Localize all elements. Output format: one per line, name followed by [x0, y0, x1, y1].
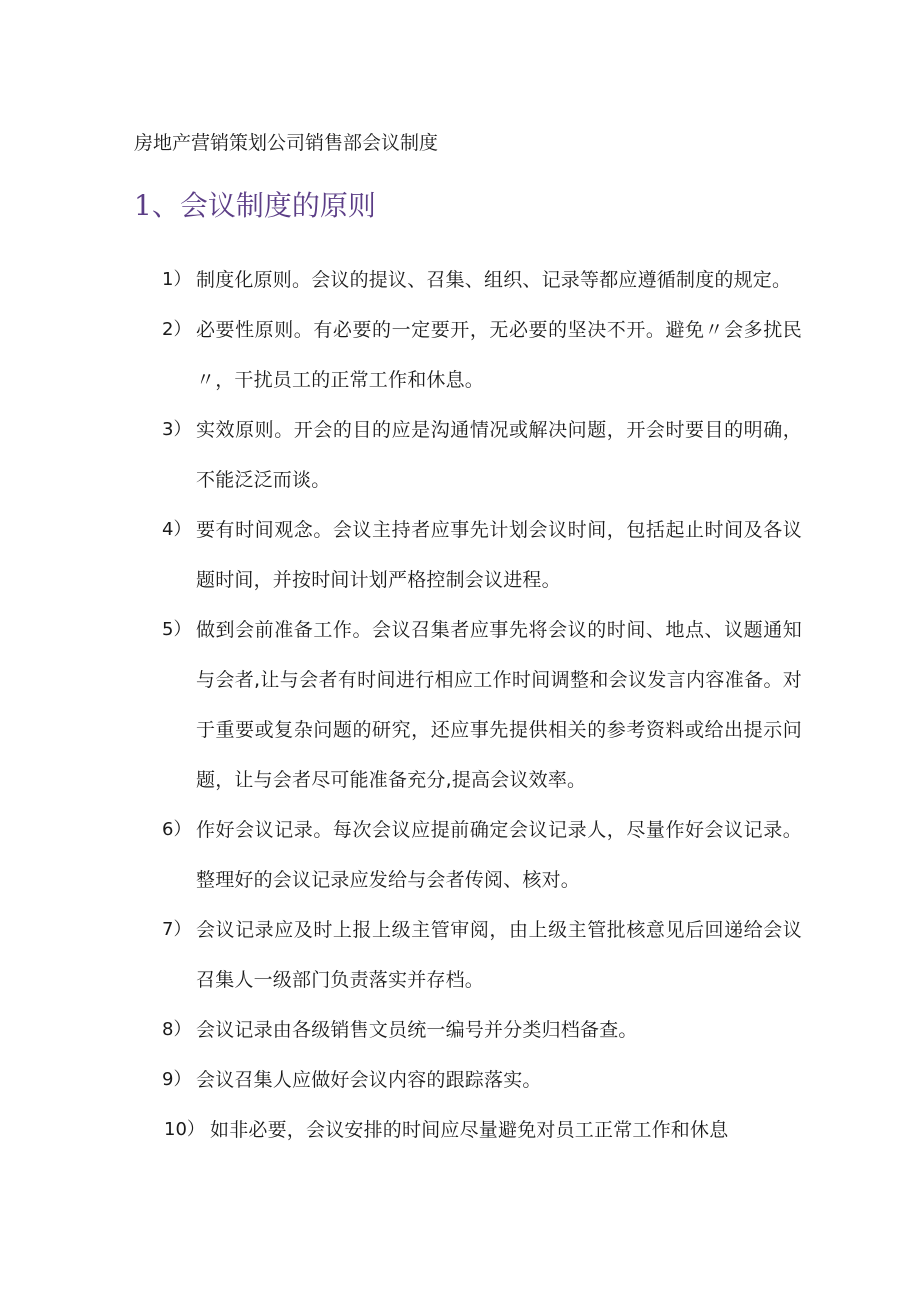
item-number: 3） [162, 419, 192, 440]
item-text: 如非必要，会议安排的时间应尽量避免对员工正常工作和休息 [210, 1119, 729, 1141]
list-item [162, 255, 802, 305]
list-item [162, 505, 802, 605]
list-item [162, 905, 802, 1005]
item-number: 8） [162, 1019, 192, 1040]
item-text: 作好会议记录。每次会议应提前确定会议记录人，尽量作好会议记录。整理好的会议记录应发给与会者传阅、核对。 [196, 819, 802, 891]
item-number: 5） [162, 619, 192, 640]
item-number: 4） [162, 519, 192, 540]
item-text: 会议记录应及时上报上级主管审阅，由上级主管批核意见后回递给会议召集人一级部门负责落实并存档。 [196, 919, 802, 991]
item-text: 会议召集人应做好会议内容的跟踪落实。 [196, 1069, 542, 1091]
list-item [162, 1005, 802, 1055]
document-title: 房地产营销策划公司销售部会议制度 [134, 132, 439, 154]
item-number: 6） [162, 819, 192, 840]
list-item [162, 1055, 802, 1105]
item-text: 实效原则。开会的目的应是沟通情况或解决问题，开会时要目的明确，不能泛泛而谈。 [196, 419, 802, 491]
item-number: 7） [162, 919, 192, 940]
item-text: 会议记录由各级销售文员统一编号并分类归档备查。 [196, 1019, 638, 1041]
item-text: 做到会前准备工作。会议召集者应事先将会议的时间、地点、议题通知与会者,让与会者有时间进行相应工作时间调整和会议发言内容准备。对于重要或复杂问题的研究，还应事先提供相关的参考资料或给出提示问题，让与会者尽可能准备充分,提高会议效率。 [196, 619, 802, 791]
item-text: 要有时间观念。会议主持者应事先计划会议时间，包括起止时间及各议题时间，并按时间计划严格控制会议进程。 [196, 519, 802, 591]
item-text: 制度化原则。会议的提议、召集、组织、记录等都应遵循制度的规定。 [196, 269, 792, 291]
item-number: 2） [162, 319, 192, 340]
item-text: 必要性原则。有必要的一定要开，无必要的坚决不开。避免〃会多扰民〃，干扰员工的正常工作和休息。 [196, 319, 802, 391]
item-number: 1） [162, 269, 192, 290]
list-item [162, 405, 802, 505]
item-number: 9） [162, 1069, 192, 1090]
item-number: 10） [164, 1119, 205, 1140]
principles-list [162, 255, 802, 1155]
section-heading: 1、会议制度的原则 [134, 189, 376, 222]
list-item [162, 805, 802, 905]
list-item [162, 1105, 802, 1155]
list-item [162, 305, 802, 405]
list-item [162, 605, 802, 805]
